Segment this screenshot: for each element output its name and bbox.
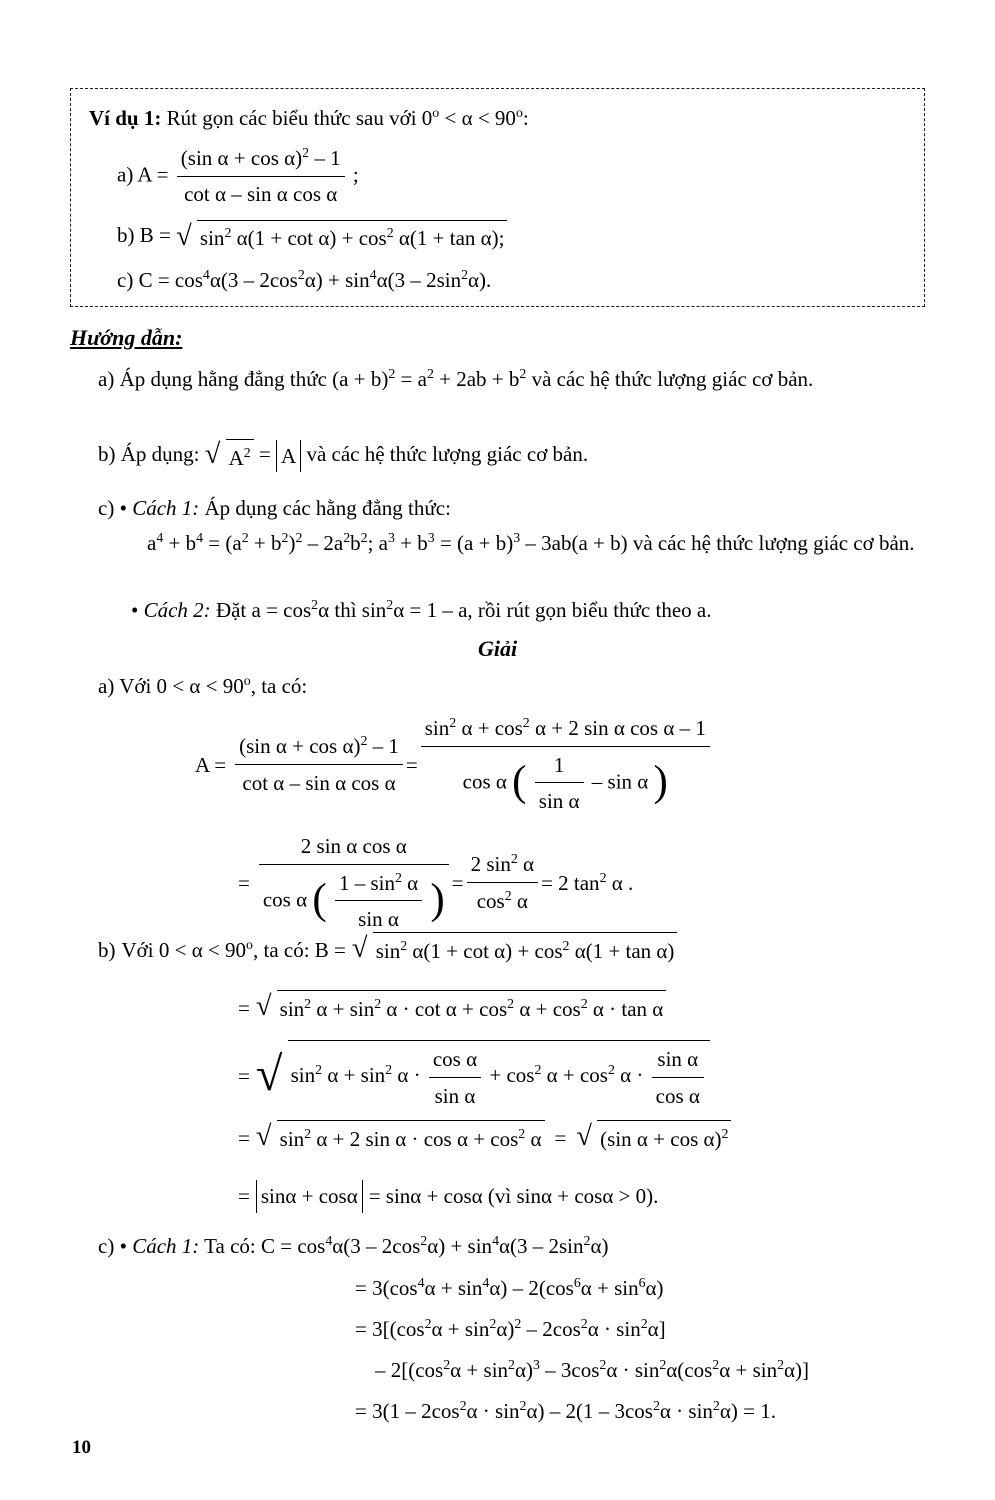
solution-c-text4: – $2[(\cos^2\alpha + \sin^2\alpha)^3 - 3\cos^2\alpha \cdot \sin^2\alpha(\cos^2\alpha + \sin^2\alpha)]$ (375, 1357, 810, 1382)
eq-a2-den-cos: cos α (262, 886, 308, 911)
b3-frac2 (652, 1043, 704, 1112)
equals-sign: = (238, 995, 250, 1020)
solution-b-sqrt4 (256, 1120, 545, 1156)
radical-icon: √ (255, 1047, 283, 1101)
solution-c-line5 (355, 1395, 975, 1428)
solution-a-equation-2 (238, 830, 995, 936)
radical-icon: √ (255, 1121, 272, 1153)
solution-b-radicand1: $\sin^2 \alpha(1 + \cot \alpha) + \cos^2 \alpha(1 + \tan \alpha)$ (373, 932, 678, 968)
bullet-icon: • (131, 598, 139, 622)
eq-a-inner-den: sin α (538, 789, 580, 814)
solution-b-line1 (98, 932, 958, 968)
eq-a2-frac1 (259, 830, 449, 936)
eq-a-frac1-den: cot α – sin α cos α (242, 770, 396, 795)
solution-b-line2 (238, 990, 995, 1026)
guide-b-radicand: $A^2$ (226, 439, 254, 475)
radical-icon: √ (255, 991, 272, 1023)
example-prompt-text: Rút gọn các biểu thức sau với $0^o < \alpha < 90^o$: (166, 105, 529, 130)
guide-item-a (98, 363, 930, 396)
item-a-lhs: A = (137, 162, 169, 187)
example-item-c (89, 265, 906, 297)
solution-b-sqrt1 (352, 932, 678, 968)
solution-b-sqrt2 (256, 990, 666, 1026)
guide-item-b (98, 438, 918, 474)
b3-part1: $\sin^2 \alpha + \sin^2 \alpha$ · (290, 1062, 421, 1088)
radical-icon: √ (576, 1121, 592, 1153)
cach2-text: Đặt $a = \cos^2\alpha$ thì $\sin^2\alpha = 1 - a$, rồi rút gọn biểu thức theo a. (215, 597, 712, 622)
eq-a-frac2-den (421, 747, 710, 818)
b3-frac1 (429, 1043, 481, 1112)
solution-a-equation-1 (195, 712, 955, 818)
radical-icon: √ (204, 439, 221, 471)
solution-c-cach1-label: Cách 1: (132, 1234, 200, 1258)
item-a-denominator: cot α – sin α cos α (184, 181, 338, 206)
equals-sign: = (238, 870, 250, 895)
item-a-numerator: (sin α + cos α)$^2$ – 1 (177, 143, 345, 177)
solution-b-radicand5: (sin α + cos α)$^2$ (597, 1120, 731, 1156)
item-b-marker: b) (117, 223, 135, 248)
b3-frac1-den: sin α (434, 1083, 476, 1108)
guide-b-sqrt (205, 438, 254, 474)
bullet-icon: • (119, 496, 127, 520)
item-c-marker: c) (117, 267, 134, 292)
eq-a-den-cos: cos α (462, 768, 507, 793)
eq-a2-frac2-num: 2 $\sin^2 \alpha$ (467, 848, 538, 883)
solution-b-marker: b) (98, 937, 116, 962)
solution-b-sqrt5 (576, 1120, 731, 1156)
guide-a-marker: a) (98, 367, 115, 391)
solution-c-marker: c) (98, 1234, 115, 1258)
solution-c-text3: = $3[(\cos^2\alpha + \sin^2\alpha)^2 - 2\cos^2\alpha \cdot \sin^2\alpha]$ (355, 1316, 666, 1341)
solution-c-text5: = $3(1 - 2\cos^2\alpha \cdot \sin^2\alpha) - 2(1 - 3\cos^2\alpha \cdot \sin^2\alpha) = 1$. (355, 1398, 776, 1423)
equals-sign: = (238, 1125, 250, 1150)
example-label: Ví dụ 1: (89, 106, 162, 130)
solution-b-line4 (238, 1120, 995, 1156)
eq-a-frac1 (235, 730, 403, 799)
cach2-label: Cách 2: (143, 598, 211, 622)
b3-frac1-num: cos α (429, 1043, 481, 1078)
radical-icon: √ (351, 933, 368, 965)
solution-heading: Giải (477, 636, 518, 661)
eq-a-frac1-num: (sin α + cos α)$^2$ – 1 (235, 730, 403, 765)
eq-a2-inner-num: $1 - \sin^2 \alpha$ (335, 867, 422, 902)
guide-b-pre: Áp dụng: (120, 442, 200, 466)
solution-b-line5 (238, 1180, 995, 1213)
solution-a-marker: a) (98, 674, 115, 698)
equals-sign: = (451, 870, 464, 895)
bullet-icon: • (119, 1234, 127, 1258)
solution-c-line1 (98, 1230, 958, 1263)
eq-a-frac2-num: $\sin^2 \alpha + \cos^2 \alpha + 2$ sin α cos α – 1 (421, 712, 710, 747)
solution-b-radicand2: $\sin^2 \alpha + \sin^2 \alpha \cdot \cot \alpha + \cos^2 \alpha + \cos^2 \alpha \cdot \tan \alpha$ (277, 990, 667, 1026)
guide-b-marker: b) (98, 442, 116, 466)
b3-frac2-num: sin α (652, 1043, 704, 1078)
guide-item-c (98, 492, 918, 525)
eq-a-inner-tail: – sin α (591, 768, 649, 793)
guide-c-line2 (147, 527, 937, 560)
abs-bars: A (276, 440, 301, 473)
solution-b-radicand3 (288, 1040, 710, 1112)
item-a-tail: ; (352, 162, 359, 187)
b3-part2: + $\cos^2 \alpha + \cos^2 \alpha$ · (489, 1062, 644, 1088)
guide-b-post: = A và các hệ thức lượng giác cơ bản. (259, 442, 588, 466)
item-c-text: $C = \cos^4\alpha(3 - 2\cos^2\alpha) + \sin^4\alpha(3 - 2\sin^2\alpha)$. (138, 266, 492, 292)
solution-b-intro: Với $0 < \alpha < 90^o$, ta có: B = (121, 936, 346, 962)
solution-c-text1: Ta có: $C = \cos^4\alpha(3 - 2\cos^2\alpha) + \sin^4\alpha(3 - 2\sin^2\alpha)$ (204, 1233, 609, 1258)
abs-bars: sinα + cosα (256, 1180, 363, 1213)
solution-a-intro-text: Với $0 < \alpha < 90^o$, ta có: (119, 673, 308, 698)
item-b-sqrt (176, 220, 507, 255)
eq-a2-inner-den: sin α (358, 907, 399, 932)
solution-a-intro (98, 670, 918, 703)
equals-sign: = (554, 1125, 567, 1150)
equals-sign: = (405, 752, 418, 777)
solution-b-line3 (238, 1040, 995, 1112)
b3-frac2-den: cos α (655, 1083, 700, 1108)
guide-c-marker: c) (98, 496, 115, 520)
equals-sign: = (238, 1184, 250, 1208)
page-number: 10 (72, 1437, 91, 1458)
item-b-lhs: B = (139, 223, 171, 248)
example-box (70, 88, 925, 307)
equals-sign: = (238, 1063, 250, 1088)
eq-a2-inner-frac (335, 867, 422, 936)
left-paren: ( (312, 875, 327, 923)
example-item-b (89, 220, 906, 255)
item-a-marker: a) (117, 162, 134, 187)
right-paren: ) (430, 875, 445, 923)
item-a-fraction (177, 143, 345, 210)
eq-a2-frac1-den (259, 865, 449, 936)
eq-a-frac2 (421, 712, 710, 818)
example-prompt (89, 103, 906, 133)
solution-c-text2: = $3(\cos^4\alpha + \sin^4\alpha) - 2(\cos^6\alpha + \sin^6\alpha)$ (355, 1275, 664, 1300)
eq-a2-result: = 2 $\tan^2 \alpha$ . (541, 869, 634, 895)
cach1-text: Áp dụng các hằng đẳng thức: (204, 496, 451, 520)
eq-a2-frac1-num: 2 sin α cos α (259, 830, 449, 865)
example-item-a (89, 143, 906, 210)
solution-b-radicand4: $\sin^2 \alpha + 2$ $\sin \alpha \cdot \cos \alpha + \cos^2 \alpha$ (277, 1120, 545, 1156)
solution-c-line2 (355, 1272, 955, 1305)
left-paren: ( (512, 757, 527, 805)
eq-a-inner-frac (535, 749, 584, 818)
solution-c-line3 (355, 1313, 955, 1346)
right-paren: ) (653, 757, 668, 805)
eq-a2-frac2 (467, 848, 538, 917)
item-b-radicand: $\sin^2 \alpha(1 + \cot \alpha) + \cos^2 \alpha(1 + \tan \alpha)$; (197, 220, 508, 255)
eq-a-inner-num: 1 (535, 749, 584, 784)
guide-c-identity: $a^4 + b^4 = (a^2 + b^2)^2 - 2a^2b^2$; $a^3 + b^3 = (a + b)^3 - 3ab(a + b)$ và các hệ thức lượng giác cơ bản. (147, 530, 915, 555)
radical-icon: √ (176, 220, 192, 252)
solution-b-tail: = sinα + cosα (vì sinα + cosα > 0). (368, 1184, 659, 1208)
guide-cach2 (131, 594, 941, 627)
guide-a-text: Áp dụng hằng đẳng thức $(a + b)^2 = a^2 + 2ab + b^2$ và các hệ thức lượng giác cơ bản. (119, 366, 814, 391)
solution-c-line4 (375, 1354, 975, 1387)
guide-heading: Hướng dẫn: (70, 325, 183, 350)
cach1-label: Cách 1: (132, 496, 200, 520)
solution-b-sqrt3 (256, 1040, 710, 1112)
eq-a2-frac2-den: $\cos^2 \alpha$ (476, 887, 528, 913)
eq-a-lhs: A = (195, 752, 227, 777)
